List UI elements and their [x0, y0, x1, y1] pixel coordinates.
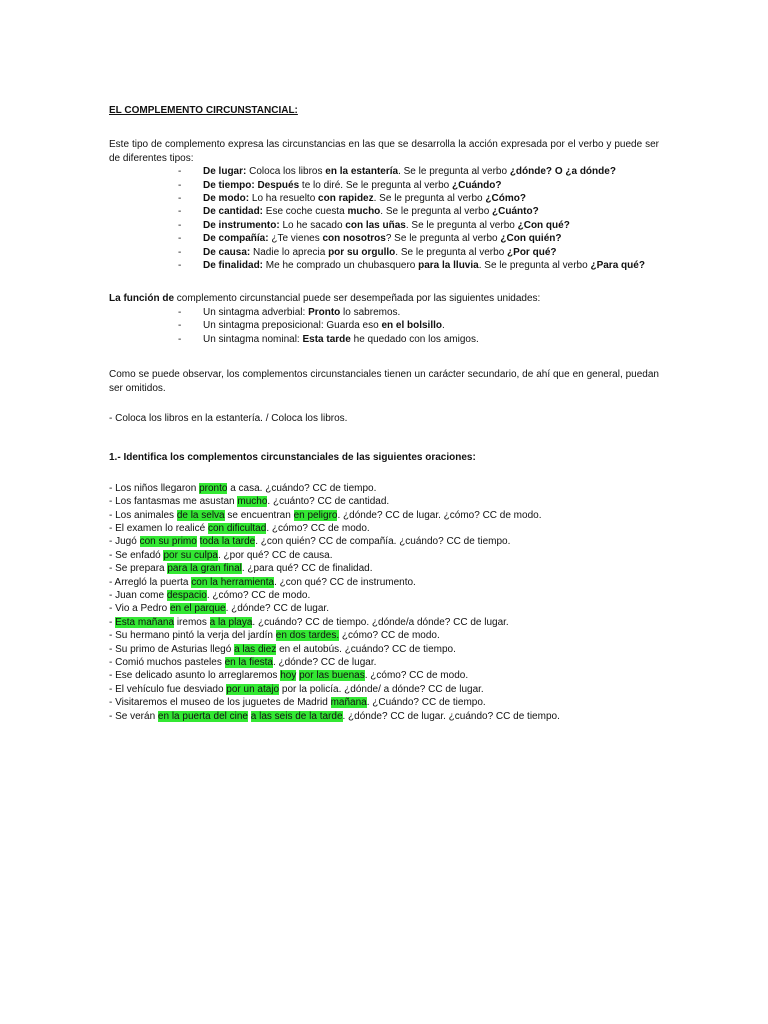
bold-text: La función de [109, 293, 174, 305]
exercise-sentence [109, 710, 659, 723]
text-segment: Un sintagma preposicional: Guarda eso [203, 320, 382, 332]
text-segment: - [109, 616, 116, 628]
highlighted-complement: hoy [280, 670, 297, 682]
bold-text: Pronto [308, 306, 341, 318]
text-segment: - Se prepara [109, 563, 168, 575]
highlighted-complement: Esta mañana [115, 616, 175, 628]
exercise-sentence [109, 696, 659, 709]
bold-text: mucho [347, 206, 381, 218]
type-causa [203, 247, 557, 258]
text-segment: . Se le pregunta al verbo [395, 246, 508, 258]
unit-nominal [203, 334, 479, 345]
text-segment: - Los niños llegaron [109, 482, 200, 494]
document-page [109, 104, 659, 723]
bold-text: Después [257, 179, 300, 191]
list-item [109, 179, 659, 192]
type-tiempo [203, 180, 501, 191]
text-segment: Lo he sacado [279, 219, 346, 231]
list-item [109, 259, 659, 272]
exercise-sentence [109, 482, 659, 495]
text-segment: - Se verán [109, 710, 158, 722]
text-segment: . ¿por qué? CC de causa. [217, 549, 333, 561]
bold-text: ¿Cómo? [485, 193, 526, 205]
highlighted-complement: por un atajo [226, 683, 280, 695]
type-cantidad [203, 206, 539, 217]
exercise-list [109, 482, 659, 723]
dash-marker: - [178, 306, 182, 318]
highlighted-complement: en la fiesta [224, 657, 273, 668]
text-segment: - Vio a Pedro [109, 603, 170, 615]
highlighted-complement: a la playa [209, 616, 253, 628]
text-segment: . ¿Cuándo? CC de tiempo. [366, 697, 486, 709]
bold-text: Esta tarde [302, 333, 351, 345]
list-item [109, 219, 659, 232]
text-segment: . ¿para qué? CC de finalidad. [241, 563, 373, 575]
list-item [109, 319, 659, 332]
dash-marker: - [178, 246, 182, 258]
text-segment: ? Se le pregunta al verbo [385, 233, 501, 245]
list-item [109, 333, 659, 346]
text-segment: . Se le pregunta al verbo [405, 219, 518, 231]
example-line: - Coloca los libros en la estantería. / Coloca los libros. [109, 412, 348, 424]
bold-text: ¿Cuándo? [452, 179, 502, 191]
dash-marker: - [178, 219, 182, 231]
highlighted-complement: con su primo [139, 536, 197, 548]
bold-text: De finalidad: [203, 260, 264, 272]
text-segment: . ¿cómo? CC de modo. [206, 589, 311, 601]
highlighted-complement: con la herramienta [191, 576, 275, 588]
text-segment: . [442, 320, 445, 332]
text-segment: - Juan come [109, 589, 167, 601]
exercise-sentence [109, 616, 659, 629]
bold-text: ¿Para qué? [590, 260, 645, 272]
bold-text: con nosotros [322, 233, 386, 245]
text-segment: - Su primo de Asturias llegó [109, 643, 235, 655]
exercise-sentence [109, 589, 659, 602]
exercise-sentence [109, 495, 659, 508]
text-segment: se encuentran [224, 509, 294, 521]
text-segment: te lo diré. Se le pregunta al verbo [299, 179, 453, 191]
text-segment: Un sintagma adverbial: [203, 306, 309, 318]
bold-text: De modo: [203, 193, 250, 205]
text-segment: . ¿dónde? CC de lugar. [225, 603, 329, 615]
bold-text: con las uñas [345, 219, 406, 231]
highlighted-complement: en peligro [293, 509, 338, 521]
text-segment: . ¿con quién? CC de compañía. ¿cuándo? CC de tiempo. [255, 536, 511, 548]
dash-marker: - [178, 320, 182, 332]
highlighted-complement: de la selva [176, 509, 225, 521]
text-segment: . ¿dónde? CC de lugar. [272, 657, 377, 668]
exercise-sentence [109, 549, 659, 562]
unit-adverbial [203, 307, 400, 318]
text-segment: Lo ha resuelto [249, 193, 319, 205]
highlighted-complement: toda la tarde [199, 536, 256, 548]
highlighted-complement: con dificultad [207, 522, 267, 534]
types-list [109, 165, 659, 272]
highlighted-complement: pronto [199, 482, 228, 494]
text-segment: . ¿con qué? CC de instrumento. [274, 576, 416, 588]
list-item [109, 232, 659, 245]
document-title: EL COMPLEMENTO CIRCUNSTANCIAL: [109, 105, 298, 116]
highlighted-complement: mucho [237, 496, 268, 508]
dash-marker: - [178, 333, 182, 345]
list-item [109, 246, 659, 259]
text-segment: Me he comprado un chubasquero [263, 260, 419, 272]
dash-marker: - [178, 166, 182, 178]
text-segment: en el autobús. ¿cuándo? CC de tiempo. [276, 643, 456, 655]
text-segment: ¿cómo? CC de modo. [339, 630, 440, 642]
text-segment: - Ese delicado asunto lo arreglaremos [109, 670, 281, 682]
text-segment: . ¿cuánto? CC de cantidad. [267, 496, 390, 508]
bold-text: en el bolsillo [381, 320, 443, 332]
bold-text: en la estantería [325, 166, 399, 178]
bold-text: ¿Cuánto? [492, 206, 539, 218]
bold-text: De compañía: [203, 233, 269, 245]
type-lugar [203, 166, 616, 177]
type-compania [203, 233, 561, 244]
text-segment: - Los fantasmas me asustan [109, 496, 238, 508]
bold-text: De lugar: [203, 166, 247, 178]
text-segment: ¿Te vienes [268, 233, 323, 245]
bold-text: por su orgullo [328, 246, 396, 258]
text-segment: por la policía. ¿dónde/ a dónde? CC de lugar. [279, 683, 484, 695]
bold-text: ¿dónde? O ¿a dónde? [509, 166, 616, 178]
highlighted-complement: por su culpa [163, 549, 218, 561]
exercise-sentence [109, 576, 659, 589]
type-finalidad [203, 260, 645, 271]
text-segment: - El vehículo fue desviado [109, 683, 227, 695]
type-modo [203, 193, 526, 204]
bold-text: De causa: [203, 246, 251, 258]
exercise-sentence [109, 535, 659, 548]
text-segment: Coloca los libros [246, 166, 326, 178]
text-segment: he quedado con los amigos. [350, 333, 479, 345]
highlighted-complement: por las buenas [299, 670, 365, 682]
list-item [109, 165, 659, 178]
type-instrumento [203, 220, 570, 231]
list-item [109, 205, 659, 218]
text-segment: . ¿dónde? CC de lugar. ¿cuándo? CC de tiempo. [342, 710, 560, 722]
text-segment: . Se le pregunta al verbo [478, 260, 591, 272]
exercise-title: 1.- Identifica los complementos circunstanciales de las siguientes oraciones: [109, 452, 476, 464]
text-segment: lo sabremos. [340, 306, 401, 318]
exercise-sentence [109, 643, 659, 656]
text-segment: - Su hermano pintó la verja del jardín [109, 630, 276, 642]
highlighted-complement: para la gran final [167, 563, 242, 575]
text-segment: Ese coche cuesta [263, 206, 348, 218]
text-segment: - Visitaremos el museo de los juguetes de Madrid [109, 697, 331, 709]
text-segment: a casa. ¿cuándo? CC de tiempo. [227, 482, 377, 494]
highlighted-complement: a las seis de la tarde [250, 710, 343, 722]
bold-text: De instrumento: [203, 219, 280, 231]
list-item [109, 306, 659, 319]
bold-text: para la lluvia [418, 260, 479, 272]
text-segment: - Jugó [109, 536, 140, 548]
observation-paragraph: Como se puede observar, los complementos circunstanciales tienen un carácter secundario, de ahí que en general, puedan ser omitidos. [109, 369, 659, 394]
text-segment: complemento circunstancial puede ser desempeñada por las siguientes unidades: [174, 293, 541, 305]
text-segment: - Los animales [109, 509, 177, 521]
dash-marker: - [178, 260, 182, 272]
bold-text: ¿Por qué? [507, 246, 557, 258]
text-segment: iremos [174, 616, 210, 628]
text-segment: . ¿dónde? CC de lugar. ¿cómo? CC de modo. [337, 509, 542, 521]
dash-marker: - [178, 233, 182, 245]
list-item [109, 192, 659, 205]
exercise-sentence [109, 602, 659, 615]
bold-text: De tiempo: [203, 179, 255, 191]
text-segment: - El examen lo realicé [109, 522, 208, 534]
exercise-sentence [109, 683, 659, 696]
highlighted-complement: en dos tardes. [275, 630, 340, 642]
exercise-sentence [109, 509, 659, 522]
unit-preposicional [203, 320, 445, 331]
intro-paragraph: Este tipo de complemento expresa las circunstancias en las que se desarrolla la acción expresada por el verbo y puede ser de diferentes tipos: [109, 139, 659, 164]
text-segment: . Se le pregunta al verbo [373, 193, 486, 205]
text-segment: - Se enfadó [109, 549, 164, 561]
bold-text: con rapidez [318, 193, 374, 205]
text-segment: Nadie lo aprecia [250, 246, 329, 258]
text-segment: . Se le pregunta al verbo [398, 166, 510, 178]
bold-text: ¿Con qué? [517, 219, 570, 231]
dash-marker: - [178, 193, 182, 205]
highlighted-complement: despacio [166, 589, 207, 601]
bold-text: De cantidad: [203, 206, 264, 218]
dash-marker: - [178, 206, 182, 218]
text-segment: . ¿cómo? CC de modo. [266, 522, 370, 534]
exercise-sentence [109, 656, 659, 669]
exercise-sentence [109, 522, 659, 535]
exercise-sentence [109, 629, 659, 642]
text-segment: . Se le pregunta al verbo [380, 206, 493, 218]
text-segment: Un sintagma nominal: [203, 333, 303, 345]
bold-text: ¿Con quién? [500, 233, 562, 245]
dash-marker: - [178, 179, 182, 191]
highlighted-complement: en el parque [169, 603, 226, 615]
exercise-sentence [109, 562, 659, 575]
highlighted-complement: a las diez [234, 643, 277, 655]
exercise-sentence [109, 669, 659, 682]
units-list [109, 306, 659, 346]
text-segment: . ¿cómo? CC de modo. [364, 670, 469, 682]
highlighted-complement: mañana [330, 697, 367, 709]
text-segment: . ¿cuándo? CC de tiempo. ¿dónde/a dónde? CC de lugar. [252, 616, 509, 628]
function-intro-paragraph [109, 292, 659, 305]
text-segment: - Comió muchos pasteles [109, 657, 225, 668]
highlighted-complement: en la puerta del cine [157, 710, 248, 722]
text-segment: - Arregló la puerta [109, 576, 192, 588]
